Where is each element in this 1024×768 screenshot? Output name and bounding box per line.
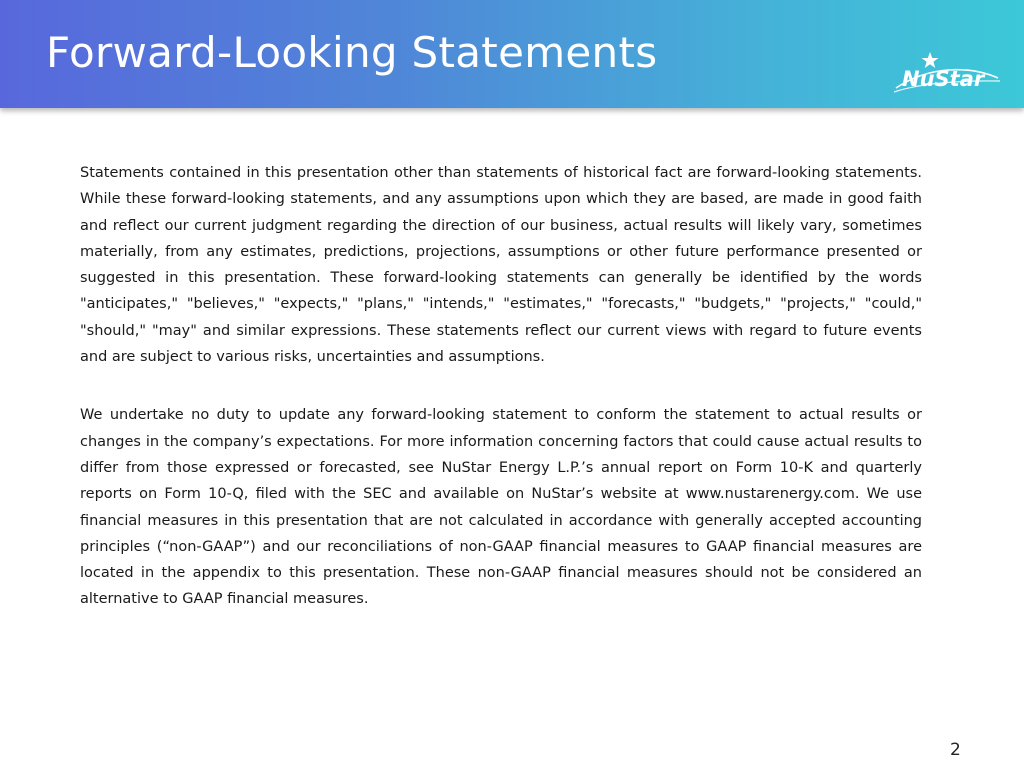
- paragraph-disclaimer: We undertake no duty to update any forward-looking statement to conform the statement to actual results or changes in the company’s expectations. For more information concerning factors that could cause actual results to differ from those expressed or forecasted, see NuStar Energy L.P.’s annual report on Form 10-K and quarterly reports on Form 10-Q, filed with the SEC and available on NuStar’s website at www.nustarenergy.com. We use financial measures in this presentation that are not calculated in accordance with generally accepted accounting principles (“non-GAAP”) and our reconciliations of non-GAAP financial measures to GAAP financial measures are located in the appendix to this presentation. These non-GAAP financial measures should not be considered an alternative to GAAP financial measures.: [80, 407, 922, 608]
- paragraph-forward-looking: Statements contained in this presentation other than statements of historical fact are forward-looking statements. While these forward-looking statements, and any assumptions upon which they are based, are made in good faith and reflect our current judgment regarding the direction of our business, actual results will likely vary, sometimes materially, from any estimates, predictions, projections, assumptions or other future performance presented or suggested in this presentation. These forward-looking statements can generally be identified by the words "anticipates," "believes," "expects," "plans," "intends," "estimates," "forecasts," "budgets," "projects," "could," "should," "may" and similar expressions. These statements reflect our current views with regard to future events and are subject to various risks, uncertainties and assumptions.: [80, 165, 922, 366]
- slide-body: [80, 160, 922, 613]
- title-bar: [0, 0, 1024, 108]
- logo-wordmark: NuStar: [902, 67, 985, 91]
- slide-title: Forward-Looking Statements: [46, 28, 658, 77]
- page-number: 2: [950, 740, 961, 760]
- nustar-logo: [890, 50, 1002, 96]
